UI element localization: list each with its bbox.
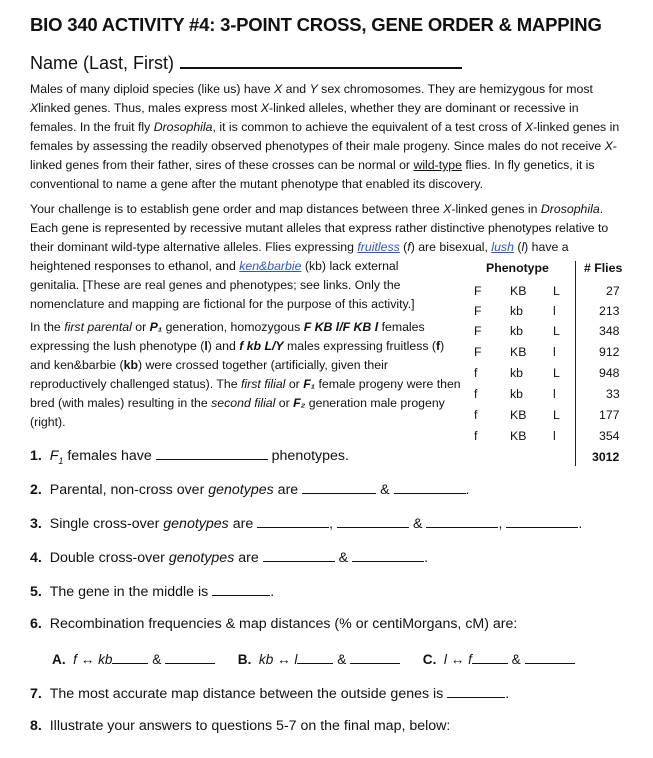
gene-kb-cell: kb [510, 387, 523, 401]
text: The most accurate map distance between the outside genes is [49, 686, 444, 702]
text: Y [309, 82, 318, 96]
gene-kb-cell: kb [510, 324, 523, 338]
fly-count-cell: 27 [606, 284, 620, 298]
text: first filial [241, 377, 286, 391]
text: 1 [58, 455, 64, 466]
text: , [329, 516, 334, 532]
name-label: Name (Last, First) [30, 53, 175, 73]
answer-blank[interactable] [472, 650, 508, 664]
text: heightened responses to ethanol, and [30, 259, 240, 273]
text: F₂ [293, 396, 306, 410]
text: generation, homozygous [162, 320, 304, 334]
text: phenotypes. [271, 448, 349, 464]
gene-l-cell: L [553, 324, 560, 338]
text: Males of many diploid species (like us) have [30, 82, 274, 96]
fly-count-cell: 33 [606, 387, 620, 401]
question-number: 4. [30, 550, 42, 566]
text: are [273, 482, 299, 498]
fruitless-link[interactable]: fruitless [357, 240, 400, 254]
text: kb ↔ l [258, 652, 298, 667]
text: (kb) lack external genitalia. [These are real genes and phenotypes; see links. Only the nomenclature and mapping are fictional for the purpose of this activity.] [30, 259, 415, 311]
text: female progeny were then bred (with males) resulting in the [30, 377, 461, 410]
answer-blank[interactable] [525, 650, 575, 664]
text: , it is common to achieve the equivalent of a test cross of [212, 120, 525, 134]
text: Recombination frequencies & map distances (% or centiMorgans, cM) are: [49, 616, 518, 632]
gene-kb-cell: KB [510, 429, 527, 443]
fly-count-cell: 354 [599, 429, 620, 443]
lush-link[interactable]: lush [491, 240, 514, 254]
gene-f-cell: f [474, 408, 478, 422]
text: & [380, 482, 390, 498]
text: . Each gene is represented by recessive mutant alleles that express rather distinctive phenotypes relative to their dominant wild-type alternative alleles. Flies expressing [30, 202, 609, 254]
text: Your challenge is to establish gene order and map distances between three [30, 202, 444, 216]
question-number: 1. [30, 448, 42, 464]
text: P₁ [149, 320, 163, 334]
text: Single cross-over [49, 516, 164, 532]
gene-f-cell: f [474, 387, 478, 401]
answer-blank[interactable] [212, 582, 270, 596]
gene-kb-cell: KB [510, 345, 527, 359]
gene-f-cell: F [474, 304, 482, 318]
question-number: 6. [30, 616, 42, 632]
question-number: 3. [30, 516, 42, 532]
text: ) and ken&barbie ( [30, 339, 445, 372]
answer-blank[interactable] [426, 514, 498, 528]
text: l [204, 339, 208, 353]
text: are [234, 550, 259, 566]
text: & [413, 516, 423, 532]
text: X [524, 120, 534, 134]
text: X [30, 101, 39, 115]
text: and [282, 82, 310, 96]
cross-paragraph [30, 318, 462, 432]
text: f ↔ kb [73, 652, 113, 667]
gene-f-cell: f [474, 429, 478, 443]
gene-kb-cell: kb [510, 366, 523, 380]
gene-l-cell: L [553, 366, 560, 380]
text: X [274, 82, 283, 96]
question-number: 5. [30, 584, 42, 600]
answer-blank[interactable] [352, 548, 424, 562]
gene-l-cell: l [553, 304, 556, 318]
answer-blank[interactable] [350, 650, 400, 664]
table-divider [575, 261, 576, 466]
text: ( [513, 240, 522, 254]
text: ) are bisexual, [410, 240, 492, 254]
answer-blank[interactable] [263, 548, 335, 562]
page-title: BIO 340 ACTIVITY #4: 3-POINT CROSS, GENE ORDER & MAPPING [30, 14, 602, 35]
gene-kb-cell: KB [510, 408, 527, 422]
answer-blank[interactable] [506, 514, 578, 528]
text: or [285, 377, 304, 391]
question-2 [30, 480, 469, 498]
text: Illustrate your answers to questions 5-7 on the final map, below: [49, 718, 451, 734]
answer-blank[interactable] [447, 684, 505, 698]
text: & [338, 550, 349, 566]
answer-blank[interactable] [302, 480, 376, 494]
gene-l-cell: l [553, 345, 556, 359]
flies-header: # Flies [584, 261, 623, 275]
part-label: C. [422, 652, 437, 667]
text: genotypes [168, 550, 235, 566]
text: ) were crossed together (artificially, given their reproductively challenged status). The [30, 358, 388, 391]
text: & [152, 652, 162, 667]
text: ( [399, 240, 408, 254]
text: genotypes [163, 516, 229, 532]
text: . [465, 482, 470, 498]
text: The gene in the middle is [49, 584, 209, 600]
text: males expressing fruitless ( [283, 339, 437, 353]
text: l ↔ f [443, 652, 472, 667]
answer-blank[interactable] [156, 446, 268, 460]
fly-count-cell: 912 [599, 345, 620, 359]
text: second filial [211, 396, 276, 410]
text: kb [123, 358, 139, 372]
gene-f-cell: F [474, 345, 482, 359]
fly-count-cell: 348 [599, 324, 620, 338]
text: -linked genes in [451, 202, 541, 216]
question-1 [30, 446, 349, 466]
fly-total-cell: 3012 [592, 450, 620, 464]
text: l [521, 240, 525, 254]
text: or [131, 320, 150, 334]
gene-f-cell: F [474, 284, 482, 298]
text: , [498, 516, 503, 532]
text: & [511, 652, 521, 667]
text: X [604, 139, 613, 153]
gene-l-cell: l [553, 429, 556, 443]
question-4 [30, 548, 428, 566]
text: X [443, 202, 452, 216]
text: F₁ [303, 377, 316, 391]
text: ) have a [524, 240, 569, 254]
text: . [505, 686, 510, 702]
answer-blank[interactable] [394, 480, 466, 494]
text: F KB l/F KB l [303, 320, 379, 334]
genes-paragraph [30, 257, 450, 314]
question-6 [30, 616, 517, 632]
text: X [260, 101, 269, 115]
text: or [275, 396, 294, 410]
question-8 [30, 718, 450, 734]
fly-count-cell: 213 [599, 304, 620, 318]
gene-kb-cell: kb [510, 304, 523, 318]
text: are [228, 516, 254, 532]
text: f [407, 240, 411, 254]
intro-paragraph [30, 80, 626, 194]
text: . [270, 584, 275, 600]
text: ) and [207, 339, 240, 353]
text: f [436, 339, 441, 353]
name-field[interactable] [180, 50, 462, 69]
text: genotypes [208, 482, 274, 498]
phenotype-header: Phenotype [486, 261, 549, 275]
question-5 [30, 582, 274, 600]
fly-count-cell: 948 [599, 366, 620, 380]
text: generation male progeny (right). [30, 396, 445, 429]
text: In the [30, 320, 65, 334]
text: Drosophila [153, 120, 213, 134]
text: -linked genes in females by assessing the readily observed phenotypes of their male progeny. Since males do not receive [30, 120, 620, 153]
gene-l-cell: l [553, 387, 556, 401]
text: Drosophila [540, 202, 600, 216]
gene-l-cell: L [553, 408, 560, 422]
ken-barbie-link[interactable]: ken&barbie [239, 259, 302, 273]
text: -linked genes from their father, sires of these crosses can be normal or [30, 139, 617, 172]
text: f kb L/Y [239, 339, 284, 353]
question-7 [30, 684, 509, 702]
gene-l-cell: L [553, 284, 560, 298]
gene-f-cell: f [474, 366, 478, 380]
answer-blank[interactable] [112, 650, 148, 664]
answer-blank[interactable] [337, 514, 409, 528]
part-label: A. [52, 652, 66, 667]
text: Parental, non-cross over [49, 482, 209, 498]
text: F [49, 448, 59, 464]
answer-blank[interactable] [165, 650, 215, 664]
part-label: B. [237, 652, 252, 667]
question-number: 8. [30, 718, 42, 734]
text: females expressing the lush phenotype ( [30, 320, 425, 353]
wild-type-link[interactable]: wild-type [413, 158, 462, 172]
question-number: 2. [30, 482, 42, 498]
answer-blank[interactable] [297, 650, 333, 664]
gene-kb-cell: KB [510, 284, 527, 298]
question-number: 7. [30, 686, 42, 702]
text: & [337, 652, 347, 667]
question-3 [30, 514, 582, 532]
text: . [424, 550, 429, 566]
text: -linked alleles, whether they are dominant or recessive in females. In the fruit fly [30, 101, 579, 134]
answer-blank[interactable] [257, 514, 329, 528]
text: females have [63, 448, 152, 464]
gene-f-cell: F [474, 324, 482, 338]
text: Double cross-over [49, 550, 169, 566]
name-row [30, 50, 462, 74]
text: sex chromosomes. They are hemizygous for most [317, 82, 593, 96]
text: linked genes. Thus, males express most [38, 101, 261, 115]
fly-count-cell: 177 [599, 408, 620, 422]
text: first parental [64, 320, 132, 334]
question-6-parts [52, 650, 575, 667]
text: flies. In fly genetics, it is conventional to name a gene after the mutant phenotype that enabled its discovery. [30, 158, 595, 191]
text: . [578, 516, 583, 532]
challenge-paragraph [30, 200, 626, 257]
